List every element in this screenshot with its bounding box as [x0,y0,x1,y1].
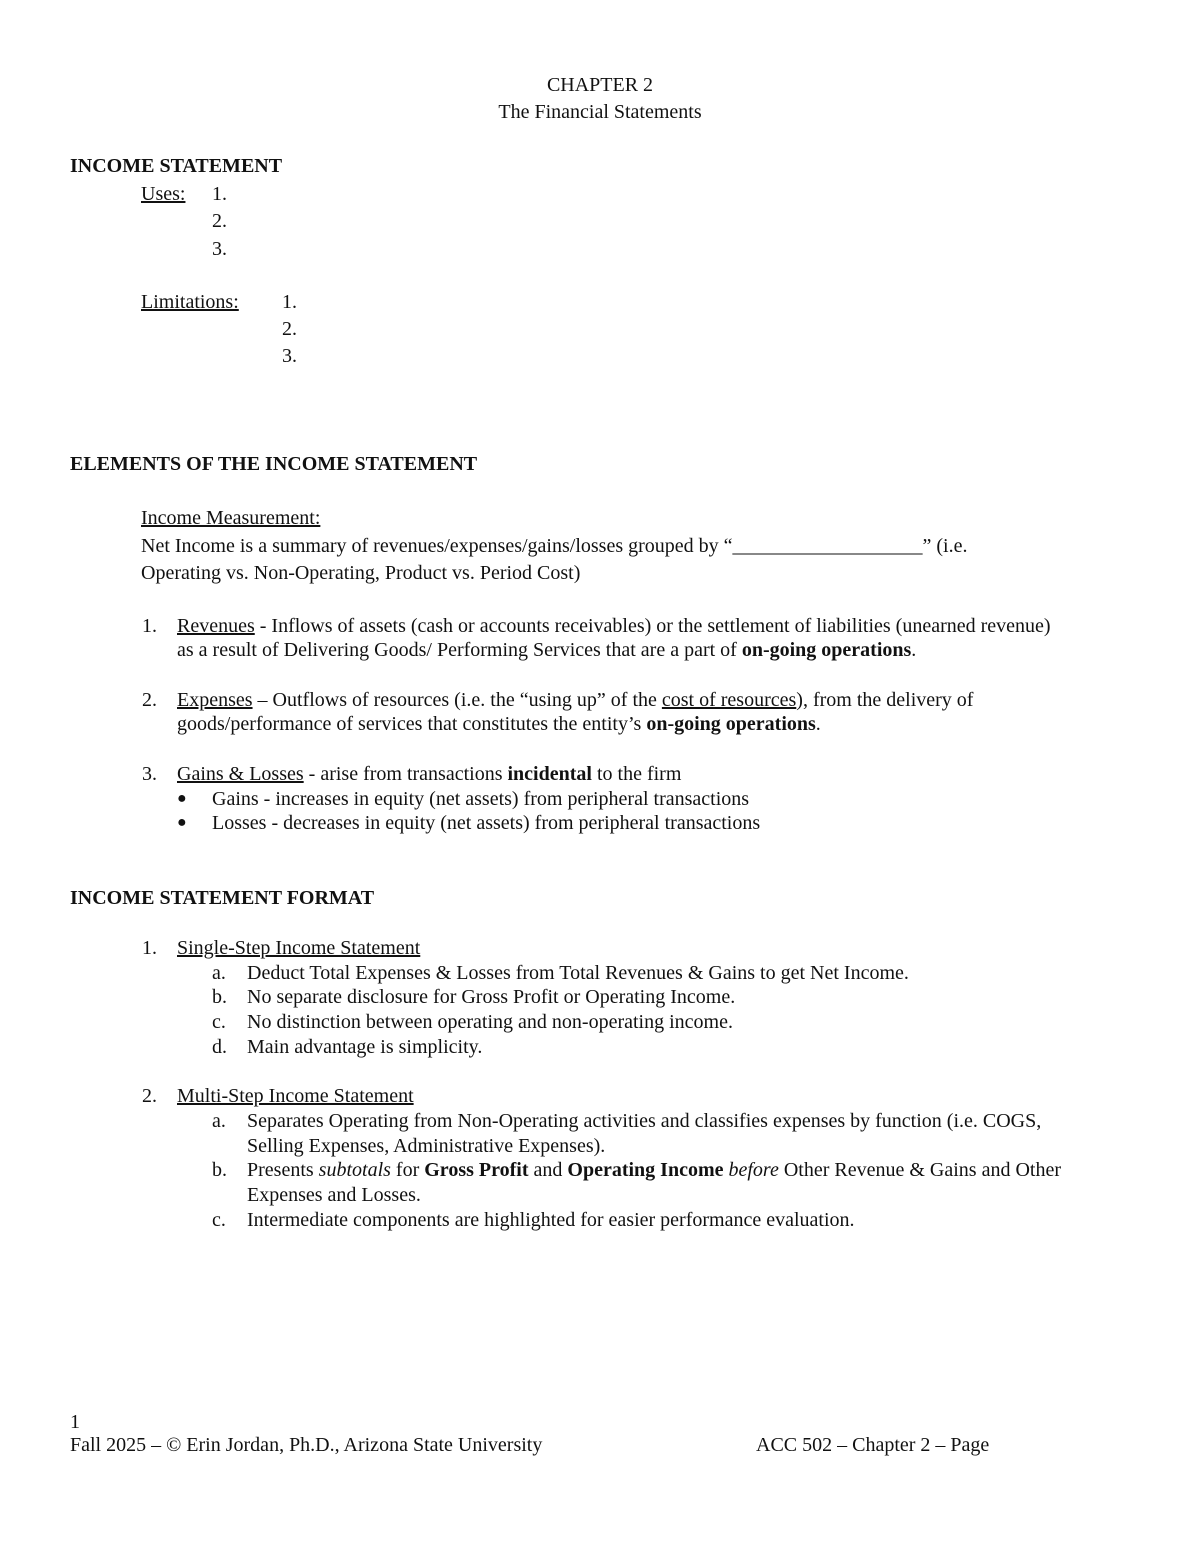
income-measurement-line-2: Operating vs. Non-Operating, Product vs. Period Cost) [141,562,581,584]
multi-step-item-b-line-1: Presents subtotals for Gross Profit and Operating Income before Other Revenue & Gains and Other [247,1159,1061,1181]
gains-losses-number: 3. [142,763,157,785]
single-step-item-d: Main advantage is simplicity. [247,1036,483,1058]
multi-step-letter-a: a. [212,1110,226,1132]
footer-page-number: 1 [70,1411,80,1433]
single-step-item-c: No distinction between operating and non-operating income. [247,1011,733,1033]
expenses-line-2: goods/performance of services that constitutes the entity’s on-going operations. [177,713,821,735]
uses-label: Uses: [141,183,186,205]
multi-step-title: Multi-Step Income Statement [177,1085,414,1107]
single-step-letter-b: b. [212,986,227,1008]
multi-step-item-a-line-2: Selling Expenses, Administrative Expenses). [247,1135,606,1157]
bullet-icon: ● [177,790,187,807]
limitations-item-1: 1. [282,291,297,313]
multi-step-item-a-line-1: Separates Operating from Non-Operating activities and classifies expenses by function (i.e. COGS, [247,1110,1042,1132]
single-step-item-b: No separate disclosure for Gross Profit or Operating Income. [247,986,736,1008]
revenues-line-1: Revenues - Inflows of assets (cash or accounts receivables) or the settlement of liabilities (unearned revenue) [177,615,1051,637]
income-statement-heading: INCOME STATEMENT [70,155,283,177]
revenues-term: Revenues [177,615,255,637]
gains-losses-term: Gains & Losses [177,763,304,785]
expenses-term: Expenses [177,689,253,711]
single-step-letter-d: d. [212,1036,227,1058]
limitations-item-3: 3. [282,345,297,367]
chapter-title: CHAPTER 2 [546,74,654,96]
single-step-title: Single-Step Income Statement [177,937,421,959]
expenses-number: 2. [142,689,157,711]
multi-step-letter-c: c. [212,1209,226,1231]
chapter-subtitle: The Financial Statements [498,101,702,123]
single-step-letter-a: a. [212,962,226,984]
limitations-label: Limitations: [141,291,239,313]
gains-losses-line: Gains & Losses - arise from transactions incidental to the firm [177,763,682,785]
multi-step-item-b-line-2: Expenses and Losses. [247,1184,421,1206]
losses-bullet-text: Losses - decreases in equity (net assets) from peripheral transactions [212,812,761,834]
income-measurement-line-1: Net Income is a summary of revenues/expenses/gains/losses grouped by “___________________” (i.e. [141,535,968,557]
multi-step-item-c: Intermediate components are highlighted for easier performance evaluation. [247,1209,855,1231]
bullet-icon: ● [177,814,187,831]
single-step-letter-c: c. [212,1011,226,1033]
uses-item-1: 1. [212,183,227,205]
multi-step-number: 2. [142,1085,157,1107]
limitations-item-2: 2. [282,318,297,340]
expenses-line-1: Expenses – Outflows of resources (i.e. the “using up” of the cost of resources), from the delivery of [177,689,974,711]
revenues-number: 1. [142,615,157,637]
elements-heading: ELEMENTS OF THE INCOME STATEMENT [70,453,478,475]
footer-left: Fall 2025 – © Erin Jordan, Ph.D., Arizona State University [70,1434,543,1456]
footer-right: ACC 502 – Chapter 2 – Page [756,1434,990,1456]
single-step-item-a: Deduct Total Expenses & Losses from Total Revenues & Gains to get Net Income. [247,962,909,984]
multi-step-letter-b: b. [212,1159,227,1181]
single-step-number: 1. [142,937,157,959]
income-measurement-label: Income Measurement: [141,507,321,529]
format-heading: INCOME STATEMENT FORMAT [70,887,375,909]
uses-item-3: 3. [212,238,227,260]
revenues-line-2: as a result of Delivering Goods/ Performing Services that are a part of on-going operations. [177,639,917,661]
gains-bullet-text: Gains - increases in equity (net assets) from peripheral transactions [212,788,750,810]
uses-item-2: 2. [212,210,227,232]
